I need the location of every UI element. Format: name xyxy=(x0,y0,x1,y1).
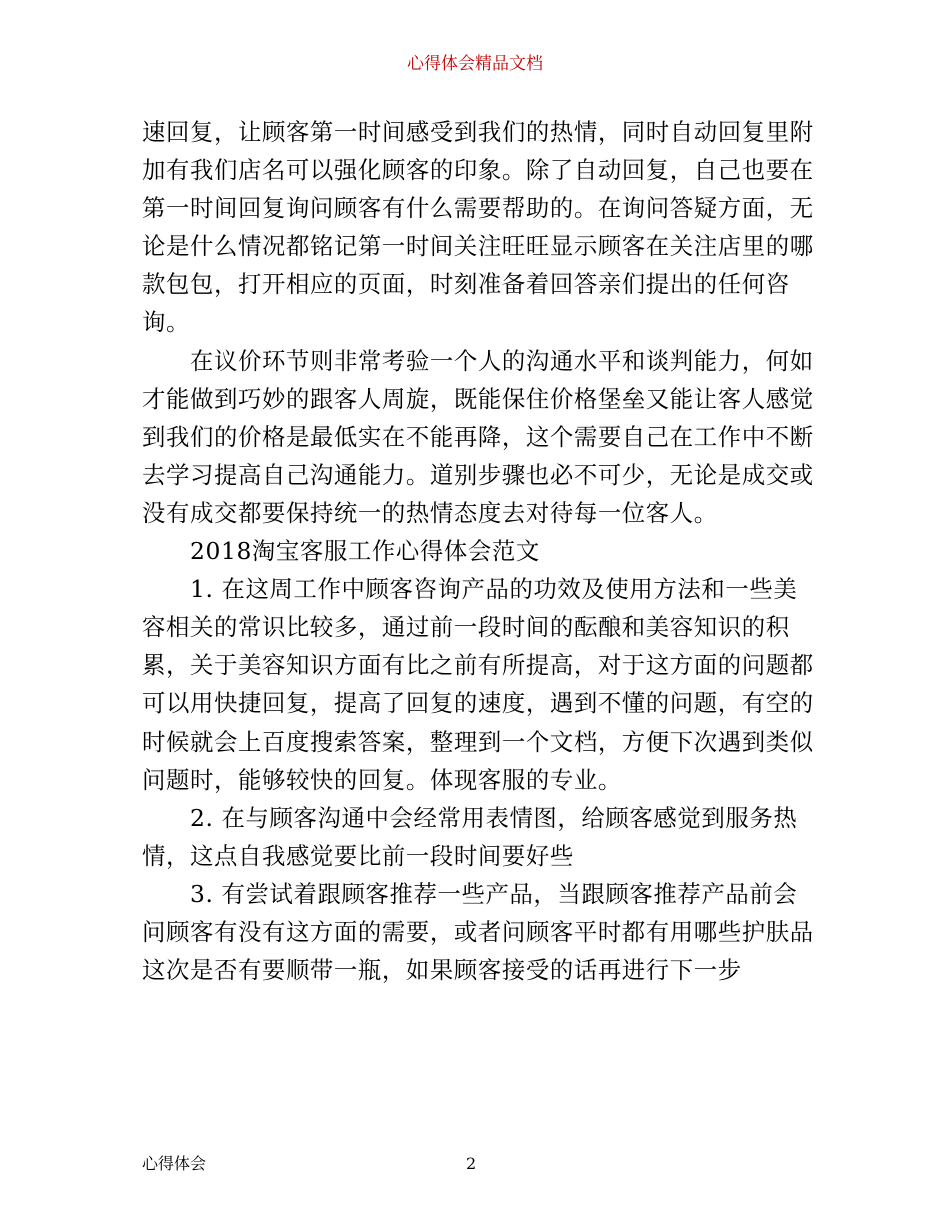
list-item: 3. 有尝试着跟顾客推荐一些产品，当跟顾客推荐产品前会问顾客有没有这方面的需要，或者问顾客平时都有用哪些护肤品这次是否有要顺带一瓶，如果顾客接受的话再进行下一步 xyxy=(142,879,814,985)
page-number: 2 xyxy=(466,1154,477,1173)
paragraph: 速回复，让顾客第一时间感受到我们的热情，同时自动回复里附加有我们店名可以强化顾客的印象。除了自动回复，自己也要在第一时间回复询问顾客有什么需要帮助的。在询问答疑方面，无论是什么情况都铭记第一时间关注旺旺显示顾客在关注店里的哪款包包，打开相应的页面，时刻准备着回答亲们提出的任何咨询。 xyxy=(142,118,814,337)
page-header-title: 心得体会精品文档 xyxy=(407,54,543,74)
footer-label: 心得体会 xyxy=(142,1154,207,1173)
paragraph: 在议价环节则非常考验一个人的沟通水平和谈判能力，何如才能做到巧妙的跟客人周旋，既能保住价格堡垒又能让客人感觉到我们的价格是最低实在不能再降，这个需要自己在工作中不断去学习提高自己沟通能力。道别步骤也必不可少，无论是成交或没有成交都要保持统一的热情态度去对待每一位客人。 xyxy=(142,346,814,527)
list-item: 1. 在这周工作中顾客咨询产品的功效及使用方法和一些美容相关的常识比较多，通过前一段时间的酝酿和美容知识的积累，关于美容知识方面有比之前有所提高，对于这方面的问题都可以用快捷回复，提高了回复的速度，遇到不懂的问题，有空的时候就会上百度搜索答案，整理到一个文档，方便下次遇到类似问题时，能够较快的回复。体现客服的专业。 xyxy=(142,575,814,794)
list-item: 2. 在与顾客沟通中会经常用表情图，给顾客感觉到服务热情，这点自我感觉要比前一段时间要好些 xyxy=(142,803,798,870)
section-heading: 2018淘宝客服工作心得体会范文 xyxy=(190,537,540,566)
document-body xyxy=(142,113,814,989)
